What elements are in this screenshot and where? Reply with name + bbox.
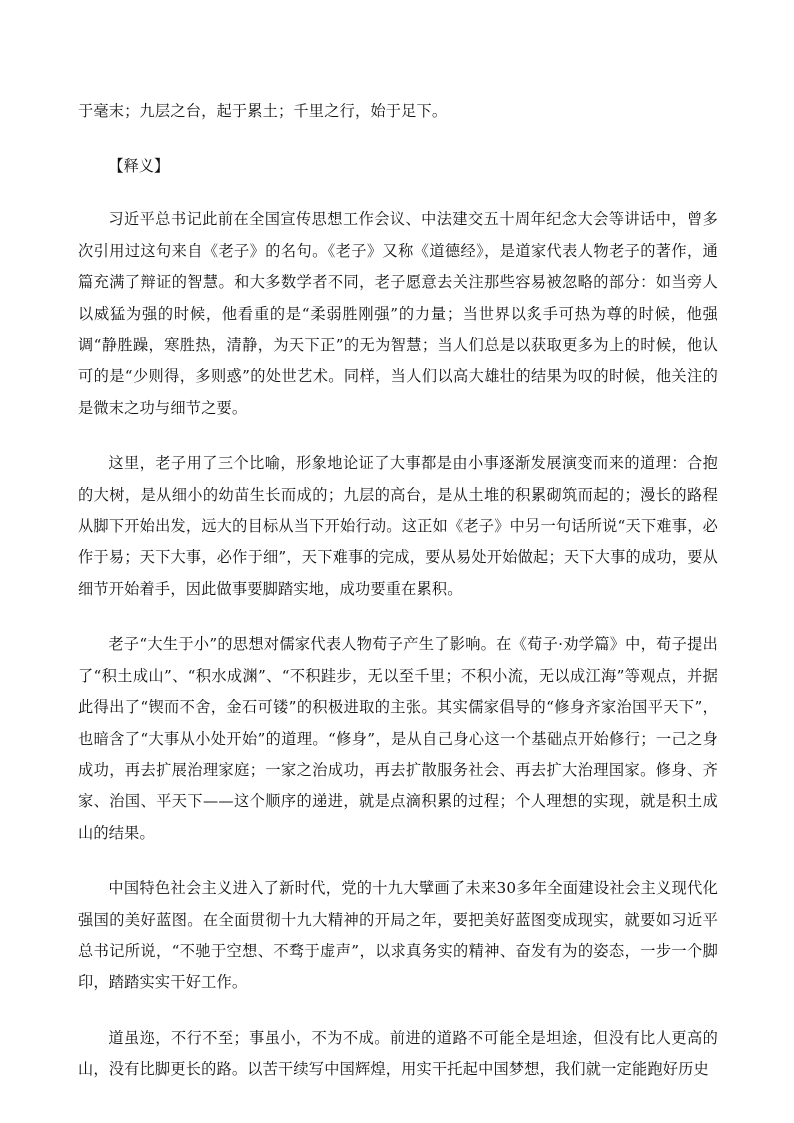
document-body [78, 96, 718, 1112]
opening-line: 于毫末；九层之台，起于累土；千里之行，始于足下。 [78, 102, 448, 120]
paragraph-4: 中国特色社会主义进入了新时代，党的十九大擘画了未来30多年全面建设社会主义现代化强国的美好蓝图。在全面贯彻十九大精神的开局之年，要把美好蓝图变成现实，就要如习近平总书记所说，“不驰于空想、不骛于虚声”，以求真务实的精神、奋发有为的姿态，一步一个脚印，踏踏实实干好工作。 [78, 879, 718, 992]
paragraph-5: 道虽迩，不行不至；事虽小，不为不成。前进的道路不可能全是坦途，但没有比人更高的山，没有比脚更长的路。以苦干续写中国辉煌，用实干托起中国梦想，我们就一定能跑好历史 [78, 1028, 718, 1079]
paragraph-3: 老子“大生于小”的思想对儒家代表人物荀子产生了影响。在《荀子·劝学篇》中，荀子提出了“积土成山”、“积水成渊”、“不积跬步，无以至千里；不积小流，无以成江海”等观点，并据此得出了“锲而不舍，金石可镂”的积极进取的主张。其实儒家倡导的“修身齐家治国平天下”，也暗含了“大事从小处开始”的道理。“修身”，是从自己身心这一个基础点开始修行；一己之身成功，再去扩展治理家庭；一家之治成功，再去扩散服务社会、再去扩大治理国家。修身、齐家、治国、平天下——这个顺序的递进，就是点滴积累的过程；个人理想的实现，就是积土成山的结果。 [78, 635, 718, 842]
paragraph-1: 习近平总书记此前在全国宣传思想工作会议、中法建交五十周年纪念大会等讲话中，曾多次引用过这句来自《老子》的名句。《老子》又称《道德经》，是道家代表人物老子的著作，通篇充满了辩证的智慧。和大多数学者不同，老子愿意去关注那些容易被忽略的部分：如当旁人以威猛为强的时候，他看重的是“柔弱胜刚强”的力量；当世界以炙手可热为尊的时候，他强调“静胜躁，寒胜热，清静，为天下正”的无为智慧；当人们总是以获取更多为上的时候，他认可的是“少则得，多则惑”的处世艺术。同样，当人们以高大雄壮的结果为叹的时候，他关注的是微末之功与细节之要。 [78, 210, 718, 417]
paragraph-2: 这里，老子用了三个比喻，形象地论证了大事都是由小事逐渐发展演变而来的道理：合抱的大树，是从细小的幼苗生长而成的；九层的高台，是从土堆的积累砌筑而起的；漫长的路程从脚下开始出发，远大的目标从当下开始行动。这正如《老子》中另一句话所说“天下难事，必作于易；天下大事，必作于细”，天下难事的完成，要从易处开始做起；天下大事的成功，要从细节开始着手，因此做事要脚踏实地，成功要重在累积。 [78, 454, 718, 598]
section-heading: 【释义】 [108, 157, 170, 176]
